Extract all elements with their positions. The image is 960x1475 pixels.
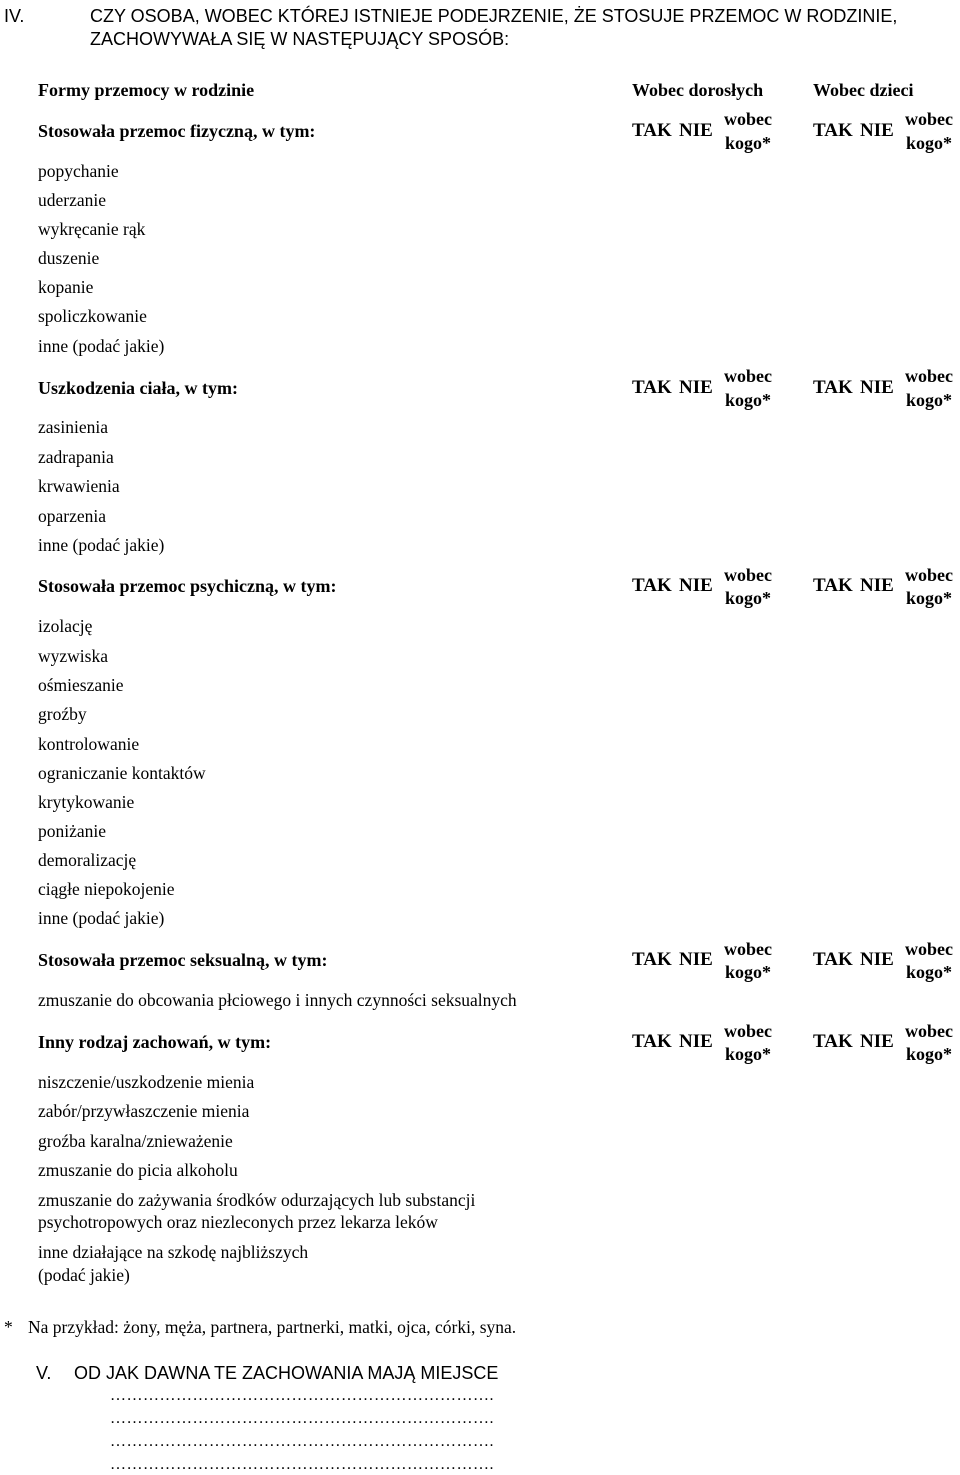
children-wobec: wobec	[905, 565, 953, 585]
list-item-continuation: (podać jakie)	[38, 1265, 130, 1285]
group-heading-injuries: Uszkodzenia ciała, w tym:	[38, 378, 238, 398]
answer-line[interactable]: …………………………………………………………….	[110, 1410, 494, 1427]
children-tak[interactable]: TAK	[813, 1031, 853, 1052]
adults-nie[interactable]: NIE	[679, 377, 713, 398]
list-item: spoliczkowanie	[38, 306, 147, 326]
children-wobec: wobec	[905, 366, 953, 386]
adults-nie[interactable]: NIE	[679, 1031, 713, 1052]
column-header-adults: Wobec dorosłych	[632, 80, 764, 100]
list-item: uderzanie	[38, 190, 107, 210]
list-item: kontrolowanie	[38, 734, 140, 754]
children-tak[interactable]: TAK	[813, 120, 853, 141]
list-item: inne (podać jakie)	[38, 908, 165, 928]
adults-tak[interactable]: TAK	[632, 1031, 672, 1052]
list-item: ciągłe niepokojenie	[38, 879, 175, 899]
list-item: inne działające na szkodę najbliższych	[38, 1242, 309, 1262]
list-item: groźby	[38, 704, 87, 724]
list-item: zadrapania	[38, 447, 114, 467]
list-item: ograniczanie kontaktów	[38, 763, 206, 783]
list-item: wyzwiska	[38, 646, 108, 666]
answer-line[interactable]: …………………………………………………………….	[110, 1387, 494, 1404]
footnote-text: Na przykład: żony, męża, partnera, partnerki, matki, ojca, córki, syna.	[28, 1317, 517, 1337]
section-title-line2: ZACHOWYWAŁA SIĘ W NASTĘPUJĄCY SPOSÓB:	[90, 29, 510, 49]
adults-wobec: wobec	[724, 109, 772, 129]
list-item: zabór/przywłaszczenie mienia	[38, 1101, 250, 1121]
adults-wobec: wobec	[724, 939, 772, 959]
children-kogo[interactable]: kogo*	[905, 588, 952, 608]
list-item: poniżanie	[38, 821, 107, 841]
group-heading-sexual: Stosowała przemoc seksualną, w tym:	[38, 950, 328, 970]
adults-nie[interactable]: NIE	[679, 575, 713, 596]
list-item: niszczenie/uszkodzenie mienia	[38, 1072, 255, 1092]
list-item: ośmieszanie	[38, 675, 124, 695]
list-item: inne (podać jakie)	[38, 535, 165, 555]
adults-wobec: wobec	[724, 366, 772, 386]
children-nie[interactable]: NIE	[860, 575, 894, 596]
adults-kogo[interactable]: kogo*	[724, 588, 771, 608]
children-nie[interactable]: NIE	[860, 1031, 894, 1052]
children-tak[interactable]: TAK	[813, 377, 853, 398]
adults-kogo[interactable]: kogo*	[724, 1044, 771, 1064]
list-item: inne (podać jakie)	[38, 336, 165, 356]
group-heading-physical: Stosowała przemoc fizyczną, w tym:	[38, 121, 316, 141]
list-item: groźba karalna/znieważenie	[38, 1131, 233, 1151]
group-heading-other: Inny rodzaj zachowań, w tym:	[38, 1032, 272, 1052]
list-item: demoralizację	[38, 850, 137, 870]
list-item: zmuszanie do picia alkoholu	[38, 1160, 238, 1180]
children-kogo[interactable]: kogo*	[905, 1044, 952, 1064]
column-header-children: Wobec dzieci	[813, 80, 914, 100]
list-item: zmuszanie do zażywania środków odurzających lub substancji	[38, 1190, 476, 1210]
group-heading-psychological: Stosowała przemoc psychiczną, w tym:	[38, 576, 337, 596]
adults-kogo[interactable]: kogo*	[724, 390, 771, 410]
list-item: duszenie	[38, 248, 100, 268]
children-kogo[interactable]: kogo*	[905, 962, 952, 982]
adults-nie[interactable]: NIE	[679, 949, 713, 970]
children-wobec: wobec	[905, 939, 953, 959]
adults-wobec: wobec	[724, 565, 772, 585]
children-nie[interactable]: NIE	[860, 949, 894, 970]
column-header-forms: Formy przemocy w rodzinie	[38, 80, 255, 100]
list-item: popychanie	[38, 161, 119, 181]
list-item: oparzenia	[38, 506, 107, 526]
list-item: zmuszanie do obcowania płciowego i innych czynności seksualnych	[38, 990, 517, 1010]
section-v-title: OD JAK DAWNA TE ZACHOWANIA MAJĄ MIEJSCE	[74, 1363, 499, 1383]
answer-line[interactable]: …………………………………………………………….	[110, 1456, 494, 1473]
children-wobec: wobec	[905, 109, 953, 129]
list-item: kopanie	[38, 277, 94, 297]
list-item: izolację	[38, 616, 93, 636]
children-tak[interactable]: TAK	[813, 949, 853, 970]
adults-wobec: wobec	[724, 1021, 772, 1041]
children-nie[interactable]: NIE	[860, 120, 894, 141]
children-nie[interactable]: NIE	[860, 377, 894, 398]
children-kogo[interactable]: kogo*	[905, 390, 952, 410]
children-kogo[interactable]: kogo*	[905, 133, 952, 153]
list-item: krwawienia	[38, 476, 120, 496]
adults-kogo[interactable]: kogo*	[724, 133, 771, 153]
list-item: zasinienia	[38, 417, 108, 437]
section-title-line1: CZY OSOBA, WOBEC KTÓREJ ISTNIEJE PODEJRZENIE, ŻE STOSUJE PRZEMOC W RODZINIE,	[90, 6, 898, 26]
answer-line[interactable]: …………………………………………………………….	[110, 1433, 494, 1450]
children-tak[interactable]: TAK	[813, 575, 853, 596]
list-item-continuation: psychotropowych oraz niezleconych przez lekarza leków	[38, 1212, 438, 1232]
section-number: IV.	[4, 6, 25, 26]
adults-kogo[interactable]: kogo*	[724, 962, 771, 982]
children-wobec: wobec	[905, 1021, 953, 1041]
list-item: krytykowanie	[38, 792, 135, 812]
adults-tak[interactable]: TAK	[632, 120, 672, 141]
section-v-number: V.	[36, 1363, 52, 1383]
adults-tak[interactable]: TAK	[632, 377, 672, 398]
list-item: wykręcanie rąk	[38, 219, 146, 239]
adults-tak[interactable]: TAK	[632, 949, 672, 970]
adults-tak[interactable]: TAK	[632, 575, 672, 596]
adults-nie[interactable]: NIE	[679, 120, 713, 141]
footnote-mark: *	[4, 1317, 13, 1337]
